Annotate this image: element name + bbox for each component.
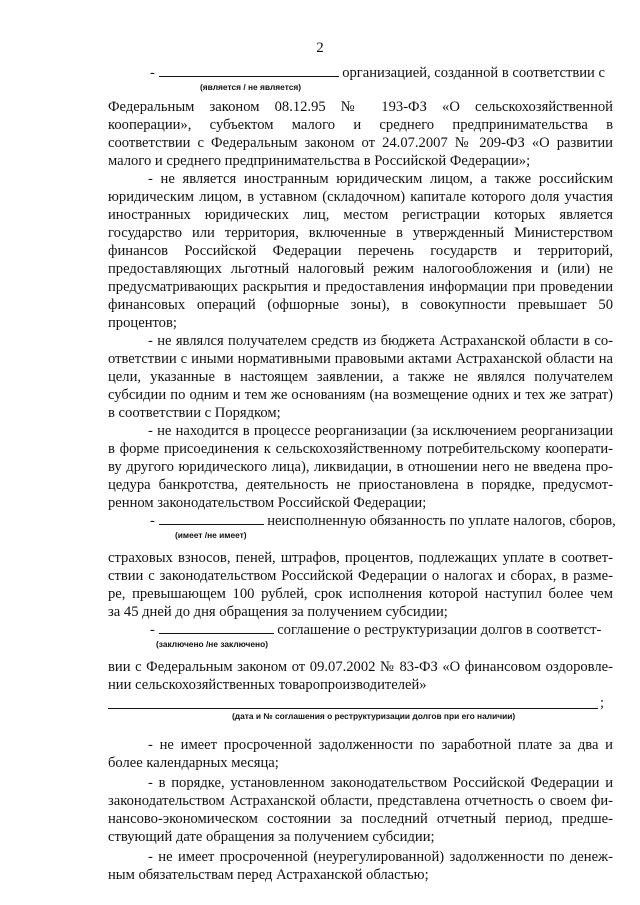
org-status-caption: (является / не является) [200,82,302,92]
restructuring-status-line [150,621,613,639]
paragraph-line: за 45 дней до дня обращения за получением субсидии; [108,604,448,620]
restructuring-status-text: соглашение о реструктуризации долгов в соответст- [277,622,602,638]
paragraph-line: ствующий дате обращения за получением субсидии; [108,829,435,845]
paragraph-line: - не находится в процессе реорганизации (за исключением реорганизации [148,423,613,439]
dash: - [150,65,155,81]
agreement-caption: (дата и № соглашения о реструктуризации долгов при его наличии) [232,711,516,721]
org-status-line [150,64,613,82]
paragraph-line: малого и среднего предпринимательства в Российской Федерации»; [108,153,531,169]
dash: - [150,513,155,529]
paragraph-line: соответствии с Федеральным законом от 24.07.2007 № 209-ФЗ «О развитии [108,135,613,151]
restructuring-status-caption: (заключено /не заключено) [156,639,268,649]
paragraph-line: субсидии по одним и тем же основаниям (на возмещение одних и тех же затрат) [108,387,613,403]
paragraph-line: предоставляющих льготный налоговый режим налогообложения и (или) не [108,261,613,277]
paragraph-line: нансово-экономическом состоянии за последний отчетный период, предше- [108,811,613,827]
paragraph-line: ответствии с иными нормативными правовыми актами Астраханской области на [108,351,613,367]
paragraph-line: ствии с законодательством Российской Федерации о налогах и сборах, в разме- [108,568,613,584]
agreement-field[interactable] [108,694,598,709]
paragraph-line: цедура банкротства, деятельность не приостановлена в порядке, предусмот- [108,477,613,493]
paragraph-line: нии сельскохозяйственных товаропроизводителей» [108,677,427,693]
paragraph-line: - не имеет просроченной (неурегулированной) задолженности по денеж- [148,849,613,865]
paragraph-line: иностранных юридических лиц, местом регистрации которых является [108,207,613,223]
paragraph-line: цели, указанные в настоящем заявлении, а также не являлся получателем [108,369,613,385]
paragraph-line: ным обязательствам перед Астраханской областью; [108,867,429,883]
org-status-blank[interactable] [159,64,339,77]
paragraph-line: юридическим лицом, в уставном (складочном) капитале которого доля участия [108,189,613,205]
tax-status-line [150,512,616,530]
paragraph-line: - не имеет просроченной задолженности по заработной плате за два и [148,737,613,753]
paragraph-line: процентов; [108,315,177,331]
paragraph-line: кооперации», субъектом малого и среднего предпринимательства в [108,117,613,133]
restructuring-status-blank[interactable] [159,621,274,634]
paragraph-line: в форме присоединения к сельскохозяйственному потребительскому кооперати- [108,441,613,457]
paragraph-line: страховых взносов, пеней, штрафов, процентов, подлежащих уплате в соответ- [108,550,613,566]
paragraph-line: более календарных месяца; [108,755,279,771]
end-mark: ; [600,695,605,711]
tax-status-text: неисполненную обязанность по уплате налогов, сборов, [267,513,616,529]
org-status-text: организацией, созданной в соответствии с [342,65,605,81]
tax-status-blank[interactable] [159,512,264,525]
paragraph-line: Федеральным законом 08.12.95 № 193-ФЗ «О сельскохозяйственной [108,99,613,115]
page-number: 2 [316,40,324,56]
paragraph-line: финансов Российской Федерации перечень государств и территорий, [108,243,613,259]
paragraph-line: предусматривающих раскрытия и предоставления информации при проведении [108,279,613,295]
dash: - [150,622,155,638]
paragraph-line: ре, превышающем 100 рублей, срок исполнения которой наступил более чем [108,586,613,602]
paragraph-line: финансовых операций (офшорные зоны), в совокупности превышает 50 [108,297,613,313]
paragraph-line: ву другого юридического лица), ликвидации, в отношении него не введена про- [108,459,613,475]
paragraph-line: законодательством Астраханской области, представлена отчетность о своем фи- [108,793,613,809]
paragraph-line: ренном законодательством Российской Федерации; [108,495,427,511]
paragraph-line: - не являлся получателем средств из бюджета Астраханской области в со- [148,333,613,349]
paragraph-line: в соответствии с Порядком; [108,405,281,421]
tax-status-caption: (имеет /не имеет) [175,530,247,540]
paragraph-line: - в порядке, установленном законодательством Российской Федерации и [148,775,613,791]
paragraph-line: - не является иностранным юридическим лицом, а также российским [148,171,613,187]
paragraph-line: вии с Федеральным законом от 09.07.2002 № 83-ФЗ «О финансовом оздоровле- [108,659,613,675]
paragraph-line: государство или территория, включенные в утвержденный Министерством [108,225,613,241]
